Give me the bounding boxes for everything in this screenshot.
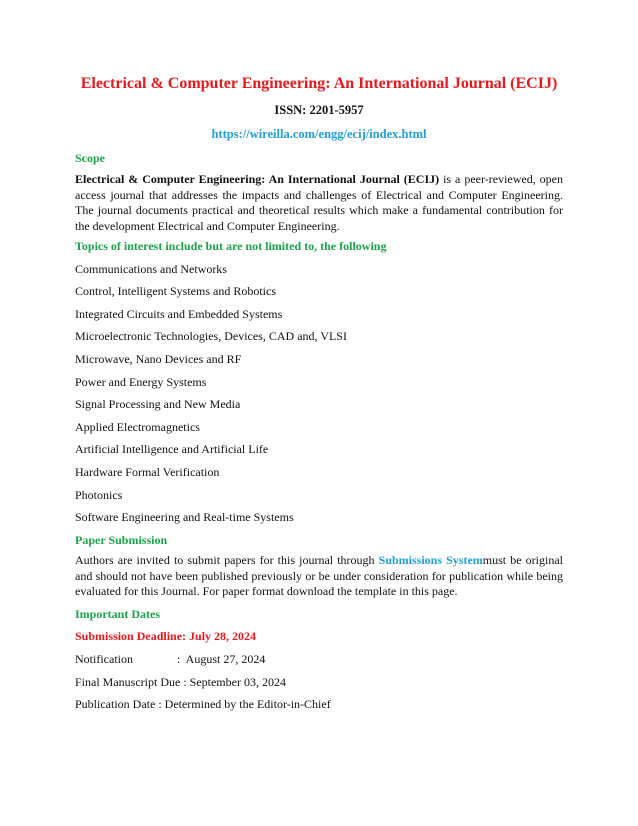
journal-title: Electrical & Computer Engineering: An International Journal (ECIJ) — [80, 75, 558, 92]
notification-row — [75, 651, 265, 667]
notification-value: : August 27, 2024 — [177, 652, 266, 666]
topic-item: Control, Intelligent Systems and Robotics — [75, 284, 276, 298]
issn-line: ISSN: 2201-5957 — [274, 103, 364, 117]
scope-paragraph — [75, 172, 563, 234]
topic-item: Communications and Networks — [75, 262, 227, 276]
topic-item: Applied Electromagnetics — [75, 420, 200, 434]
topic-item: Artificial Intelligence and Artificial Life — [75, 442, 269, 456]
topic-item: Microwave, Nano Devices and RF — [75, 352, 242, 366]
topic-item: Microelectronic Technologies, Devices, CAD and, VLSI — [75, 329, 347, 343]
submission-paragraph — [75, 553, 563, 600]
scope-text: is a peer-reviewed, open access journal that addresses the impacts and challenges of Electrical and Computer Engineering. The journal documents practical and theoretical results which make a fundamental contribution for the development Electrical and Computer Engineering. — [75, 172, 563, 233]
journal-url-link[interactable]: https://wireilla.com/engg/ecij/index.html — [211, 127, 427, 141]
submission-text-after: must be original and should not have been published previously or be under consideration for publication while being evaluated for this Journal. For paper format download the template in this page. — [75, 553, 563, 599]
topic-item: Power and Energy Systems — [75, 375, 207, 389]
important-dates-heading: Important Dates — [75, 607, 160, 621]
submission-text-before: Authors are invited to submit papers for this journal through — [75, 553, 379, 567]
topic-item: Hardware Formal Verification — [75, 465, 220, 479]
submissions-system-link[interactable]: Submissions System — [378, 553, 483, 567]
paper-submission-heading: Paper Submission — [75, 533, 168, 547]
publication-date-row: Publication Date : Determined by the Editor-in-Chief — [75, 697, 331, 711]
topic-item: Photonics — [75, 488, 123, 502]
topics-heading: Topics of interest include but are not limited to, the following — [75, 239, 387, 253]
scope-journal-name: Electrical & Computer Engineering: An International Journal (ECIJ) — [75, 172, 440, 186]
notification-label: Notification — [75, 652, 133, 666]
topic-item: Signal Processing and New Media — [75, 397, 241, 411]
topic-item: Integrated Circuits and Embedded Systems — [75, 307, 283, 321]
submission-deadline: Submission Deadline: July 28, 2024 — [75, 629, 257, 643]
topic-item: Software Engineering and Real-time Systems — [75, 510, 294, 524]
final-manuscript-row: Final Manuscript Due : September 03, 2024 — [75, 675, 286, 689]
scope-heading: Scope — [75, 151, 105, 165]
